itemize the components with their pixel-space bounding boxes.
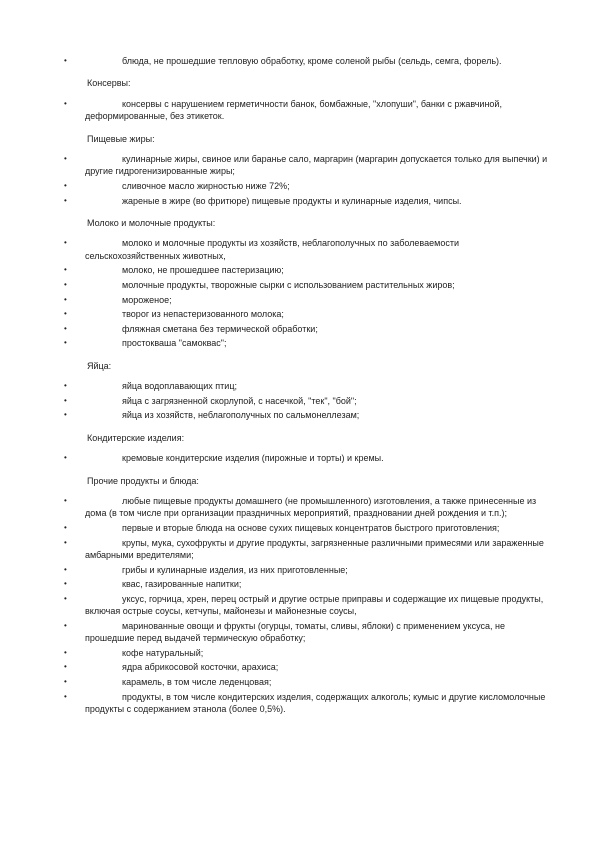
bullet-icon: • xyxy=(64,381,67,391)
list-item-text: блюда, не прошедшие тепловую обработку, кроме соленой рыбы (сельдь, семга, форель). xyxy=(122,56,502,66)
list-item-text: кулинарные жиры, свиное или баранье сало, маргарин (маргарин допускается только для выпечки) и другие гидрогенизированные жиры; xyxy=(85,154,548,177)
list-item xyxy=(0,647,595,659)
list-item xyxy=(0,395,595,407)
list-item-text: молочные продукты, творожные сырки с использованием растительных жиров; xyxy=(122,280,455,291)
list-item-text: жареные в жире (во фритюре) пищевые продукты и кулинарные изделия, чипсы. xyxy=(122,195,462,206)
bullet-icon: • xyxy=(64,238,67,248)
section-heading: Яйца: xyxy=(87,360,112,371)
bullet-icon: • xyxy=(64,579,67,589)
section-heading: Молоко и молочные продукты: xyxy=(87,218,216,229)
list-item xyxy=(0,195,595,207)
list-item xyxy=(0,337,595,349)
bullet-list xyxy=(0,237,595,349)
list-item-text: ядра абрикосовой косточки, арахиса; xyxy=(122,662,279,673)
list-item xyxy=(0,323,595,335)
bullet-icon: • xyxy=(64,395,67,405)
bullet-icon: • xyxy=(64,181,67,191)
section-heading: Пищевые жиры: xyxy=(87,133,155,144)
bullet-icon: • xyxy=(64,662,67,672)
list-item-text: консервы с нарушением герметичности банок, бомбажные, "хлопуши", банки с ржавчиной, деформированные, без этикеток. xyxy=(85,98,502,122)
bullet-icon: • xyxy=(64,593,67,603)
bullet-icon: • xyxy=(64,496,67,506)
bullet-list xyxy=(0,452,595,464)
list-item xyxy=(0,522,595,534)
list-item xyxy=(0,452,595,464)
section-heading: Кондитерские изделия: xyxy=(87,432,185,443)
bullet-list xyxy=(0,55,595,67)
list-item-text: крупы, мука, сухофрукты и другие продукты, загрязненные различными примесями или зараженные амбарными вредителями; xyxy=(85,537,544,561)
list-item-text: яйца водоплавающих птиц; xyxy=(122,381,237,392)
list-item xyxy=(0,578,595,590)
bullet-icon: • xyxy=(64,195,67,205)
list-item xyxy=(0,409,595,421)
bullet-list xyxy=(0,153,595,207)
list-item xyxy=(0,153,595,178)
list-item-text: первые и вторые блюда на основе сухих пищевых концентратов быстрого приготовления; xyxy=(122,523,500,534)
list-item-text: грибы и кулинарные изделия, из них приготовленные; xyxy=(122,564,348,575)
list-item xyxy=(0,661,595,673)
section-heading: Консервы: xyxy=(87,78,131,89)
list-item xyxy=(0,380,595,392)
bullet-icon: • xyxy=(64,410,67,420)
bullet-list xyxy=(0,495,595,715)
bullet-icon: • xyxy=(64,323,67,333)
list-item xyxy=(0,98,595,123)
bullet-icon: • xyxy=(64,265,67,275)
document-body xyxy=(0,55,595,718)
list-item-text: кофе натуральный; xyxy=(122,647,204,658)
list-item xyxy=(0,620,595,645)
list-item xyxy=(0,237,595,262)
bullet-list xyxy=(0,98,595,123)
list-item-text: творог из непастеризованного молока; xyxy=(122,309,284,320)
list-item xyxy=(0,564,595,576)
bullet-icon: • xyxy=(64,56,67,65)
list-item xyxy=(0,495,595,520)
bullet-icon: • xyxy=(64,98,67,108)
list-item-text: маринованные овощи и фрукты (огурцы, томаты, сливы, яблоки) с применением уксуса, не прошедшие перед выдачей термическую обработку; xyxy=(85,620,505,644)
list-item-text: простокваша "самоквас"; xyxy=(122,338,227,349)
bullet-icon: • xyxy=(64,564,67,574)
bullet-icon: • xyxy=(64,677,67,686)
bullet-icon: • xyxy=(64,294,67,304)
list-item-text: сливочное масло жирностью ниже 72%; xyxy=(122,181,290,192)
list-item-text: молоко и молочные продукты из хозяйств, неблагополучных по заболеваемости сельскохозяйственных животных, xyxy=(85,238,459,261)
list-item-text: кремовые кондитерские изделия (пирожные и торты) и кремы. xyxy=(122,453,384,464)
list-item xyxy=(0,294,595,306)
section-heading: Прочие продукты и блюда: xyxy=(87,475,199,486)
bullet-icon: • xyxy=(64,691,67,701)
list-item-text: квас, газированные напитки; xyxy=(122,579,242,590)
bullet-icon: • xyxy=(64,280,67,290)
list-item-text: фляжная сметана без термической обработки; xyxy=(122,323,318,334)
list-item-text: продукты, в том числе кондитерских изделия, содержащих алкоголь; кумыс и другие кисломолочные продукты с содержанием этанола (более 0,5%). xyxy=(85,691,546,714)
list-item xyxy=(0,279,595,291)
list-item xyxy=(0,308,595,320)
list-item xyxy=(0,264,595,276)
list-item-text: молоко, не прошедшее пастеризацию; xyxy=(122,265,284,276)
bullet-icon: • xyxy=(64,338,67,348)
list-item-text: любые пищевые продукты домашнего (не промышленного) изготовления, а также принесенные из дома (в том числе при организации праздничных мероприятий, праздновании дней рождения и т.п.); xyxy=(85,496,537,519)
list-item-text: мороженое; xyxy=(122,294,172,305)
bullet-icon: • xyxy=(64,523,67,533)
list-item xyxy=(0,180,595,192)
bullet-list xyxy=(0,380,595,422)
bullet-icon: • xyxy=(64,453,67,463)
list-item-text: карамель, в том числе леденцовая; xyxy=(122,677,272,687)
list-item-text: яйца из хозяйств, неблагополучных по сальмонеллезам; xyxy=(122,410,360,421)
bullet-icon: • xyxy=(64,309,67,319)
list-item xyxy=(0,593,595,618)
list-item-text: яйца с загрязненной скорлупой, с насечкой, "тек", "бой"; xyxy=(122,395,357,406)
list-item xyxy=(0,55,595,67)
list-item xyxy=(0,676,595,688)
list-item xyxy=(0,537,595,562)
list-item xyxy=(0,691,595,716)
bullet-icon: • xyxy=(64,537,67,547)
bullet-icon: • xyxy=(64,154,67,164)
list-item-text: уксус, горчица, хрен, перец острый и другие острые приправы и содержащие их пищевые продукты, включая острые соусы, кетчупы, майонезы и майонезные соусы, xyxy=(85,593,544,617)
bullet-icon: • xyxy=(64,647,67,657)
bullet-icon: • xyxy=(64,620,67,630)
